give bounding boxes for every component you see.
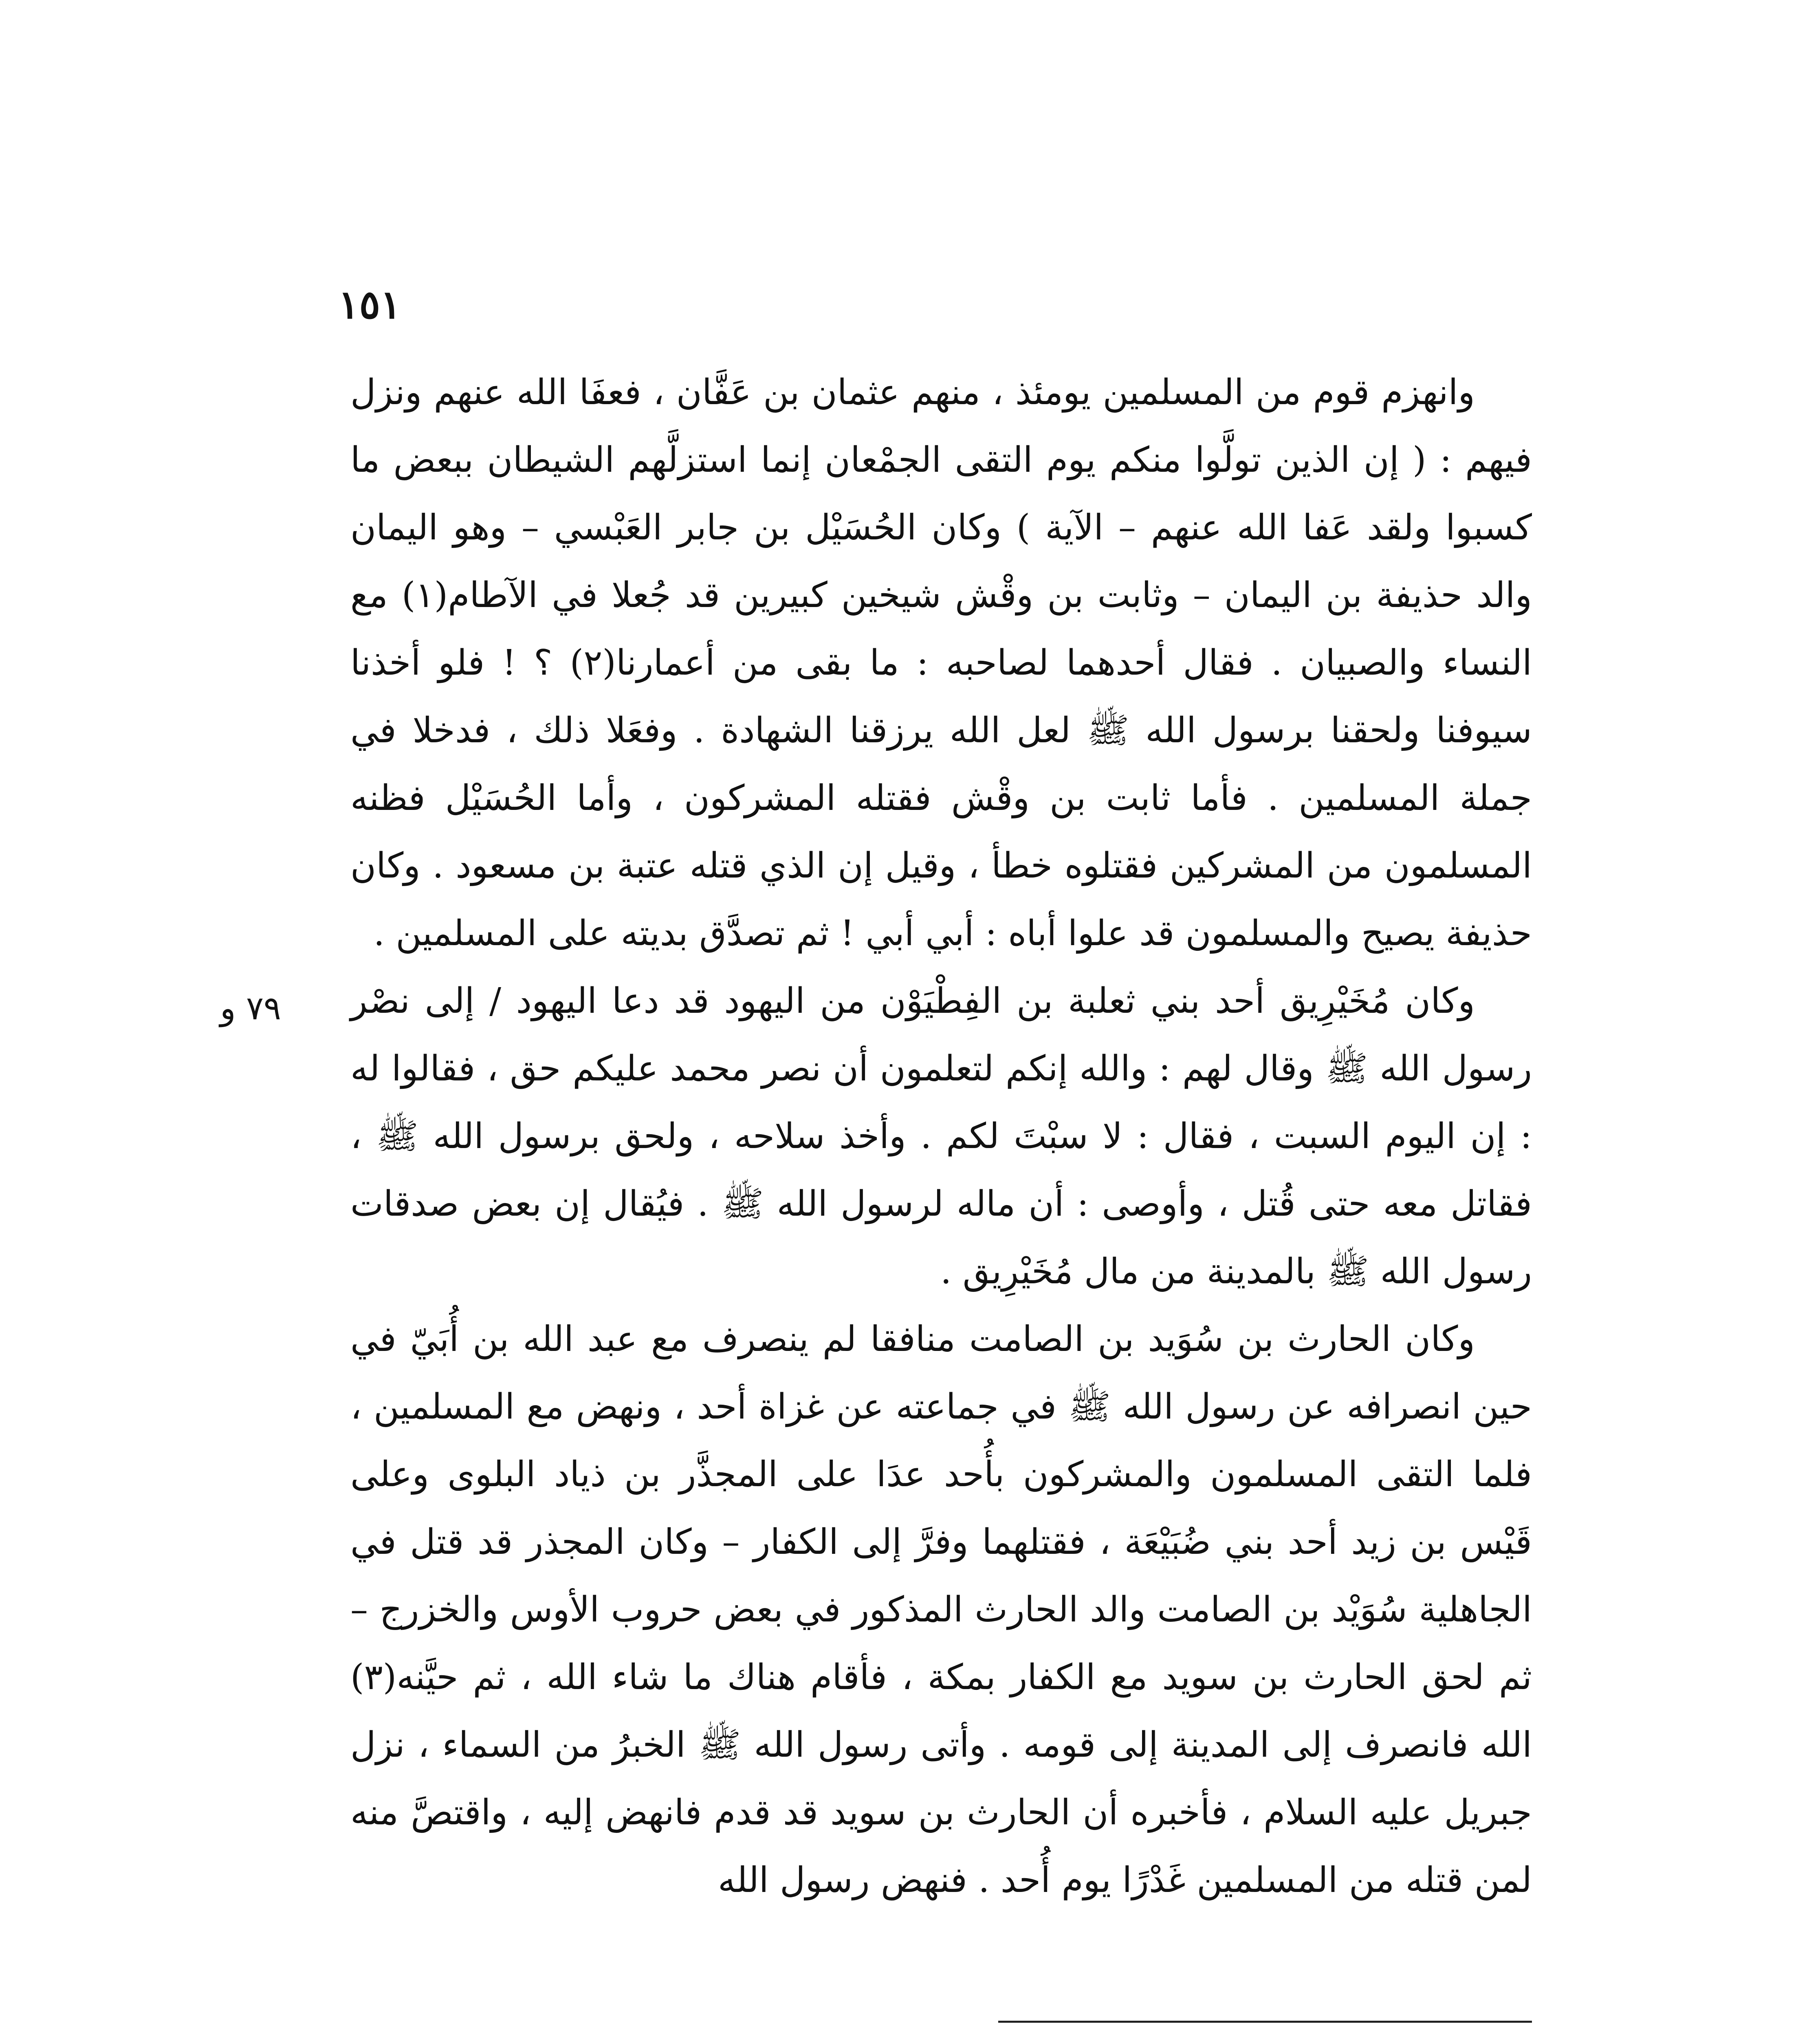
paragraph-mukhayriq: وكان مُخَيْرِيق أحد بني ثعلبة بن الفِطْيَوْن من اليهود قد دعا اليهود / إلى نصْر رسول الله ﷺ وقال لهم : والله إنكم لتعلمون أن نصر محمد عليكم حق ، فقالوا له : إن اليوم السبت ، فقال : لا سبْتَ لكم . وأخذ سلاحه ، ولحق برسول الله ﷺ ، فقاتل معه حتى قُتل ، وأوصى : أن ماله لرسول الله ﷺ . فيُقال إن بعض صدقات رسول الله ﷺ بالمدينة من مال مُخَيْرِيق . xyxy=(350,981,1532,1292)
paragraph-uhud-retreat: وانهزم قوم من المسلمين يومئذ ، منهم عثمان بن عَفَّان ، فعفَا الله عنهم ونزل فيهم : ( إن الذين تولَّوا منكم يوم التقى الجمْعان إنما استزلَّهم الشيطان ببعض ما كسبوا ولقد عَفا الله عنهم – الآية ) وكان الحُسَيْل بن جابر العَبْسي – وهو اليمان والد حذيفة بن اليمان – وثابت بن وقْش شيخين كبيرين قد جُعلا في الآطام(١) مع النساء والصبيان . فقال أحدهما لصاحبه : ما بقى من أعمارنا(٢) ؟ ! فلو أخذنا سيوفنا ولحقنا برسول الله ﷺ لعل الله يرزقنا الشهادة . وفعَلا ذلك ، فدخلا في جملة المسلمين . فأما ثابت بن وقْش فقتله المشركون ، وأما الحُسَيْل فظنه المسلمون من المشركين فقتلوه خطأ ، وقيل إن الذي قتله عتبة بن مسعود . وكان حذيفة يصيح والمسلمون قد علوا أباه : أبي أبي ! ثم تصدَّق بديته على المسلمين . xyxy=(350,372,1532,954)
footnote-separator xyxy=(998,2021,1532,2023)
paragraph-harith-bin-suwayd: وكان الحارث بن سُوَيد بن الصامت منافقا لم ينصرف مع عبد الله بن أُبَيّ في حين انصرافه عن رسول الله ﷺ في جماعته عن غزاة أحد ، ونهض مع المسلمين ، فلما التقى المسلمون والمشركون بأُحد عدَا على المجذَّر بن ذياد البلوى وعلى قَيْس بن زيد أحد بني ضُبَيْعَة ، فقتلهما وفرَّ إلى الكفار – وكان المجذر قد قتل في الجاهلية سُوَيْد بن الصامت والد الحارث المذكور في بعض حروب الأوس والخزرج – ثم لحق الحارث بن سويد مع الكفار بمكة ، فأقام هناك ما شاء الله ، ثم حيَّنه(٣) الله فانصرف إلى المدينة إلى قومه . وأتى رسول الله ﷺ الخبرُ من السماء ، نزل جبريل عليه السلام ، فأخبره أن الحارث بن سويد قد قدم فانهض إليه ، واقتصَّ منه لمن قتله من المسلمين غَدْرًا يوم أُحد . فنهض رسول الله xyxy=(350,1319,1532,1901)
page-number: ١٥١ xyxy=(338,282,401,328)
margin-folio-note: ٧٩ و xyxy=(220,989,281,1027)
main-text-body xyxy=(350,359,1532,1914)
